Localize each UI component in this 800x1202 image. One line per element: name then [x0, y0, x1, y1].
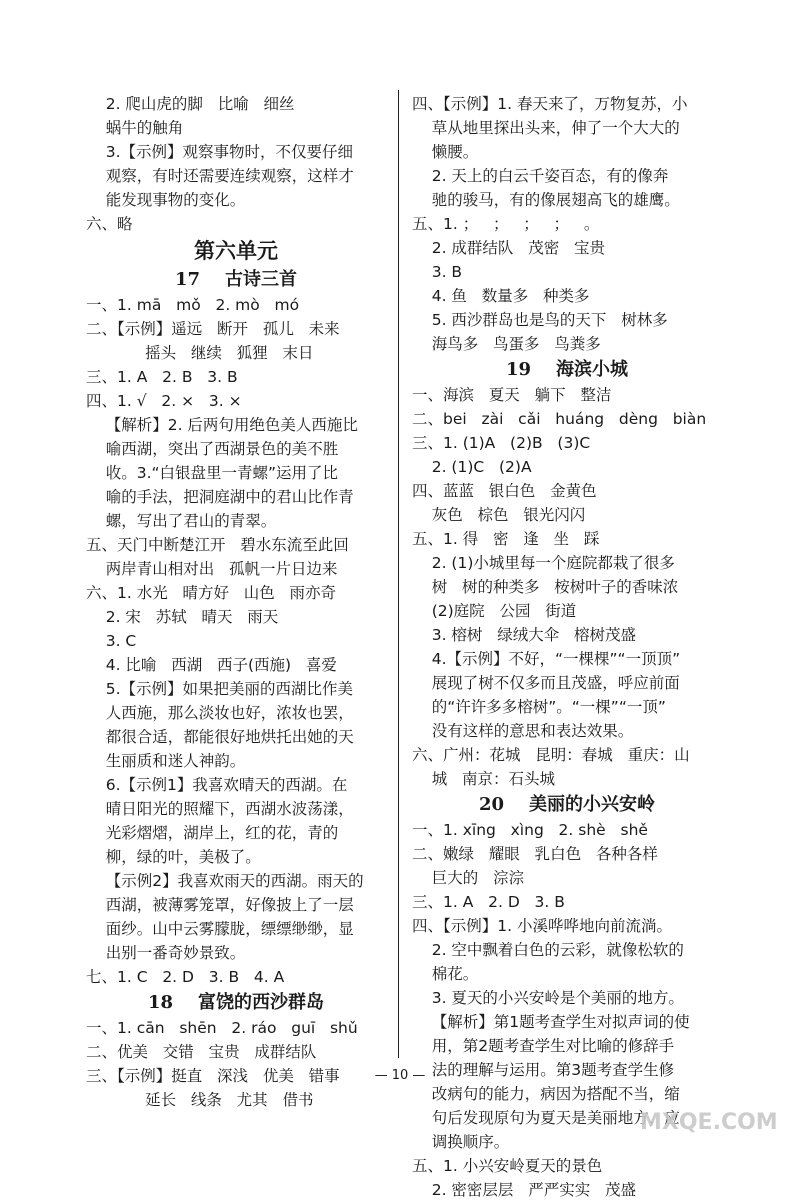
answer-line: 【解析】第1题考查学生对拟声词的使: [412, 1013, 690, 1031]
answer-line: 句后发现原句为夏天是美丽地方，应: [412, 1109, 680, 1127]
answer-line: 三、1. A 2. D 3. B: [412, 893, 565, 911]
answer-line: 能发现事物的变化。: [86, 191, 246, 209]
answer-line: 生丽质和迷人神韵。: [86, 752, 246, 770]
answer-line: 晴日阳光的照耀下，西湖水波荡漾，: [86, 800, 354, 818]
right-column: [412, 92, 722, 1202]
column-divider: [398, 90, 399, 1058]
left-column: [86, 92, 386, 1112]
answer-line: (2)庭院 公园 街道: [412, 602, 577, 620]
answer-line: 4. 鱼 数量多 种类多: [412, 287, 590, 305]
answer-line: 展现了树不仅多而且茂盛，呼应前面: [412, 674, 680, 692]
answer-line: 二、优美 交错 宝贵 成群结队: [86, 1043, 317, 1061]
answer-line: 五、1. 小兴安岭夏天的景色: [412, 1157, 603, 1175]
answer-line: 三、1. (1)A (2)B (3)C: [412, 434, 591, 452]
answer-line: 喻西湖，突出了西湖景色的美不胜: [86, 440, 339, 458]
answer-line: 面纱。山中云雾朦胧，缥缥缈缈，显: [86, 920, 354, 938]
answer-line: 2. 空中飘着白色的云彩，就像松软的: [412, 941, 684, 959]
answer-line: 都很合适，都能很好地烘托出她的天: [86, 728, 354, 746]
answer-line: 四、蓝蓝 银白色 金黄色: [412, 482, 597, 500]
answer-line: 3. B: [412, 263, 463, 281]
answer-line: 五、1. 得 密 逢 坐 踩: [412, 530, 600, 548]
answer-line: 三、【示例】挺直 深浅 优美 错事: [86, 1067, 340, 1085]
answer-line: 四、【示例】1. 春天来了，万物复苏，小: [412, 95, 688, 113]
answer-line: 灰色 棕色 银光闪闪: [412, 506, 586, 524]
answer-line: 巨大的 淙淙: [412, 869, 524, 887]
answer-line: 六、广州：花城 昆明：春城 重庆：山: [412, 746, 690, 764]
answer-line: 调换顺序。: [412, 1133, 510, 1151]
answer-line: 改病句的能力，病因为搭配不当，缩: [412, 1085, 680, 1103]
section-heading: 19 海滨小城: [505, 359, 629, 380]
answer-line: 【解析】2. 后两句用绝色美人西施比: [86, 416, 358, 434]
section-heading: 17 古诗三首: [174, 269, 298, 290]
answer-line: 懒腰。: [412, 143, 479, 161]
answer-line: 二、bei zài cǎi huáng dèng biàn: [412, 410, 707, 428]
answer-line: 一、海滨 夏天 躺下 整洁: [412, 386, 612, 404]
answer-line: 2. 宋 苏轼 晴天 雨天: [86, 608, 279, 626]
answer-line: 西湖，被薄雾笼罩，好像披上了一层: [86, 896, 354, 914]
answer-line: 五、天门中断楚江开 碧水东流至此回: [86, 536, 349, 554]
answer-line: 六、略: [86, 215, 133, 233]
answer-line: 没有这样的意思和表达效果。: [412, 722, 634, 740]
answer-line: 【示例2】我喜欢雨天的西湖。雨天的: [86, 872, 364, 890]
answer-line: 螺，写出了君山的青翠。: [86, 512, 277, 530]
answer-line: 两岸青山相对出 孤帆一片日边来: [86, 560, 338, 578]
answer-line: 4.【示例】不好，“一棵棵”“一顶顶”: [412, 650, 681, 668]
answer-line: 收。3.“白银盘里一青螺”运用了比: [86, 464, 339, 482]
answer-line: 一、1. xīng xìng 2. shè shě: [412, 821, 648, 839]
answer-line: 2. 密密层层 严严实实 茂盛: [412, 1181, 636, 1199]
answer-line: 四、【示例】1. 小溪哗哗地向前流淌。: [412, 917, 672, 935]
answer-line: 5.【示例】如果把美丽的西湖比作美: [86, 680, 353, 698]
answer-line: 一、1. cān shēn 2. ráo guī shǔ: [86, 1019, 358, 1037]
answer-line: 蜗牛的触角: [86, 119, 184, 137]
answer-line: 城 南京：石头城: [412, 770, 555, 788]
page-number: — 10 —: [374, 1068, 426, 1083]
answer-line: 驰的骏马，有的像展翅高飞的雄鹰。: [412, 191, 680, 209]
answer-line: 延长 线条 尤其 借书: [86, 1091, 314, 1109]
answer-line: 5. 西沙群岛也是鸟的天下 树林多: [412, 311, 668, 329]
section-heading: 第六单元: [194, 238, 278, 263]
answer-line: 3. 夏天的小兴安岭是个美丽的地方。: [412, 989, 684, 1007]
answer-line: 6.【示例1】我喜欢晴天的西湖。在: [86, 776, 348, 794]
answer-line: 4. 比喻 西湖 西子(西施) 喜爱: [86, 656, 337, 674]
answer-line: 草从地里探出头来，伸了一个大大的: [412, 119, 680, 137]
answer-line: 五、1. ； ； ； ； 。: [412, 215, 600, 233]
answer-line: 2. 爬山虎的脚 比喻 细丝: [86, 95, 295, 113]
answer-line: 二、嫩绿 耀眼 乳白色 各种各样: [412, 845, 658, 863]
answer-line: 海鸟多 鸟蛋多 鸟粪多: [412, 335, 601, 353]
answer-line: 一、1. mā mǒ 2. mò mó: [86, 296, 300, 314]
answer-line: 光彩熠熠，湖岸上，红的花，青的: [86, 824, 339, 842]
answer-line: 观察，有时还需要连续观察，这样才: [86, 167, 354, 185]
answer-line: 法的理解与运用。第3题考查学生修: [412, 1061, 675, 1079]
answer-line: 树 树的种类多 桉树叶子的香味浓: [412, 578, 679, 596]
answer-line: 用，第2题考查学生对比喻的修辞手: [412, 1037, 675, 1055]
answer-line: 2. (1)C (2)A: [412, 458, 532, 476]
answer-line: 人西施，那么淡妆也好，浓妆也罢，: [86, 704, 354, 722]
answer-line: 摇头 继续 狐狸 末日: [86, 344, 314, 362]
answer-line: 喻的手法，把洞庭湖中的君山比作青: [86, 488, 354, 506]
answer-line: 六、1. 水光 晴方好 山色 雨亦奇: [86, 584, 337, 602]
answer-line: 七、1. C 2. D 3. B 4. A: [86, 968, 285, 986]
answer-line: 2. 成群结队 茂密 宝贵: [412, 239, 605, 257]
section-heading: 20 美丽的小兴安岭: [478, 794, 656, 815]
answer-line: 棉花。: [412, 965, 479, 983]
answer-line: 3.【示例】观察事物时，不仅要仔细: [86, 143, 353, 161]
answer-line: 柳，绿的叶，美极了。: [86, 848, 261, 866]
answer-line: 2. (1)小城里每一个庭院都栽了很多: [412, 554, 675, 572]
answer-line: 3. 榕树 绿绒大伞 榕树茂盛: [412, 626, 636, 644]
watermark: MXQE.COM: [640, 1110, 778, 1135]
answer-line: 三、1. A 2. B 3. B: [86, 368, 238, 386]
answer-line: 四、1. √ 2. × 3. ×: [86, 392, 242, 410]
answer-line: 3. C: [86, 632, 137, 650]
answer-line: 出别一番奇妙景致。: [86, 944, 246, 962]
answer-line: 二、【示例】遥远 断开 孤儿 未来: [86, 320, 340, 338]
answer-line: 2. 天上的白云千姿百态，有的像奔: [412, 167, 669, 185]
answer-line: 的“许许多多榕树”。“一棵”“一顶”: [412, 698, 666, 716]
section-heading: 18 富饶的西沙群岛: [147, 992, 325, 1013]
